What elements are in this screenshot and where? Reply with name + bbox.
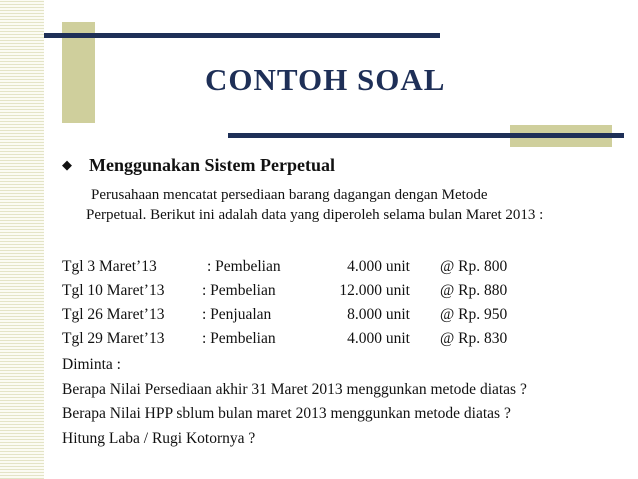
transaction-activity: : Pembelian (202, 282, 276, 299)
transaction-date: Tgl 3 Maret’13 (62, 258, 157, 275)
decorative-stripes (0, 0, 44, 479)
slide-title: CONTOH SOAL (205, 62, 446, 97)
questions-block (62, 355, 527, 453)
transaction-qty: 4.000 unit (347, 258, 410, 275)
intro-line-2: Perpetual. Berikut ini adalah data yang diperoleh selama bulan Maret 2013 : (86, 207, 544, 223)
transaction-qty: 4.000 unit (347, 330, 410, 347)
transaction-price: @ Rp. 950 (440, 306, 508, 323)
transaction-row (62, 329, 622, 353)
transaction-list (62, 257, 622, 353)
transaction-price: @ Rp. 880 (440, 282, 508, 299)
transaction-row (62, 305, 622, 329)
intro-line-1: Perusahaan mencatat persediaan barang dagangan dengan Metode (91, 187, 488, 203)
transaction-price: @ Rp. 830 (440, 330, 508, 347)
transaction-qty: 12.000 unit (339, 282, 410, 299)
transaction-row (62, 281, 622, 305)
question-1: Berapa Nilai Persediaan akhir 31 Maret 2013 menggunkan metode diatas ? (62, 380, 527, 398)
question-3: Hitung Laba / Rugi Kotornya ? (62, 429, 256, 447)
decorative-bar-bottom (228, 133, 624, 138)
transaction-date: Tgl 26 Maret’13 (62, 306, 165, 323)
transaction-row (62, 257, 622, 281)
transaction-activity: : Penjualan (202, 306, 272, 323)
transaction-activity: : Pembelian (202, 330, 276, 347)
questions-label: Diminta : (62, 356, 121, 373)
transaction-price: @ Rp. 800 (440, 258, 508, 275)
subheading: Menggunakan Sistem Perpetual (89, 155, 336, 175)
transaction-qty: 8.000 unit (347, 306, 410, 323)
decorative-bar-top (44, 33, 440, 38)
transaction-activity: : Pembelian (207, 258, 281, 275)
transaction-date: Tgl 10 Maret’13 (62, 282, 165, 299)
bullet-diamond-icon: ◆ (62, 157, 72, 172)
question-2: Berapa Nilai HPP sblum bulan maret 2013 menggunkan metode diatas ? (62, 405, 511, 422)
transaction-date: Tgl 29 Maret’13 (62, 330, 165, 347)
intro-paragraph (86, 185, 634, 225)
